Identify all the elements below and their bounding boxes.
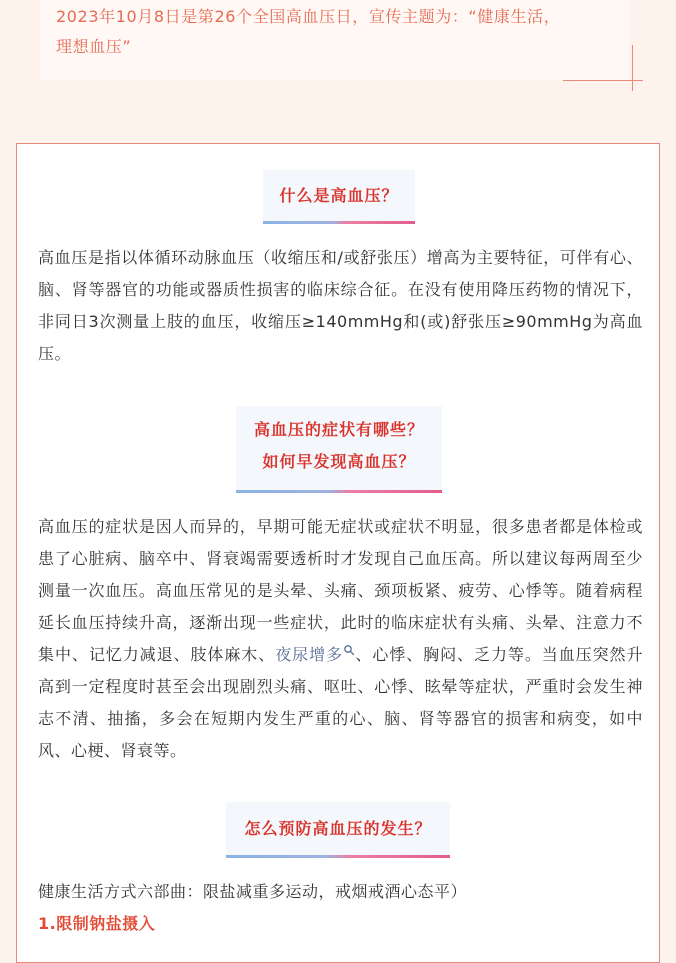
section-heading-prevention bbox=[226, 802, 450, 856]
intro-card bbox=[40, 0, 630, 80]
paragraph-what: 高血压是指以体循环动脉血压（收缩压和/或舒张压）增高为主要特征，可伴有心、脑、肾等器官的功能或器质性损害的临床综合征。在没有使用降压药物的情况下，非同日3次测量上肢的血压，收缩压≥140mmHg和(或)舒张压≥90mmHg为高血压。 bbox=[38, 248, 643, 363]
paragraph-symptoms bbox=[38, 511, 643, 767]
corner-decoration-horizontal bbox=[563, 80, 643, 81]
section-heading-prevention-text: 怎么预防高血压的发生？ bbox=[244, 819, 432, 838]
intro-line-2: 理想血压” bbox=[56, 37, 132, 56]
section-heading-symptoms-line-1: 高血压的症状有哪些？ bbox=[253, 420, 424, 439]
intro-line-1: 2023年10月8日是第26个全国高血压日，宣传主题为：“健康生活， bbox=[56, 7, 561, 26]
list-item-title-1: 1.限制钠盐摄入 bbox=[38, 914, 156, 933]
paragraph-symptoms-text-after: 、心悸、胸闷、乏力等。当血压突然升高到一定程度时甚至会出现剧烈头痛、呕吐、心悸、眩晕等症状，严重时会发生神志不清、抽搐，多会在短期内发生严重的心、脑、肾等器官的损害和病变，如中风、心梗、肾衰等。 bbox=[38, 645, 643, 760]
keyword-link[interactable]: 夜尿增多 bbox=[275, 645, 343, 664]
section-heading-what-text: 什么是高血压？ bbox=[279, 186, 399, 205]
section-heading-prevention-underline bbox=[226, 855, 450, 858]
corner-decoration-vertical bbox=[632, 45, 633, 91]
paragraph-symptoms-text-before: 高血压的症状是因人而异的，早期可能无症状或症状不明显，很多患者都是体检或患了心脏病、脑卒中、肾衰竭需要透析时才发现自己血压高。所以建议每两周至少测量一次血压。高血压常见的是头晕、头痛、颈项板紧、疲劳、心悸等。随着病程延长血压持续升高，逐渐出现一些症状，此时的临床症状有头痛、头晕、注意力不集中、记忆力减退、肢体麻木、 bbox=[38, 517, 643, 664]
paragraph-prevention-intro: 健康生活方式六部曲：限盐减重多运动，戒烟戒酒心态平） bbox=[38, 882, 468, 901]
section-heading-what-underline bbox=[263, 221, 415, 224]
section-heading-symptoms-underline bbox=[236, 490, 442, 493]
section-heading-symptoms-line-2: 如何早发现高血压？ bbox=[262, 452, 416, 471]
search-icon[interactable] bbox=[343, 644, 355, 656]
section-heading-what bbox=[263, 170, 415, 222]
section-heading-symptoms bbox=[236, 406, 442, 490]
main-panel bbox=[16, 143, 660, 963]
